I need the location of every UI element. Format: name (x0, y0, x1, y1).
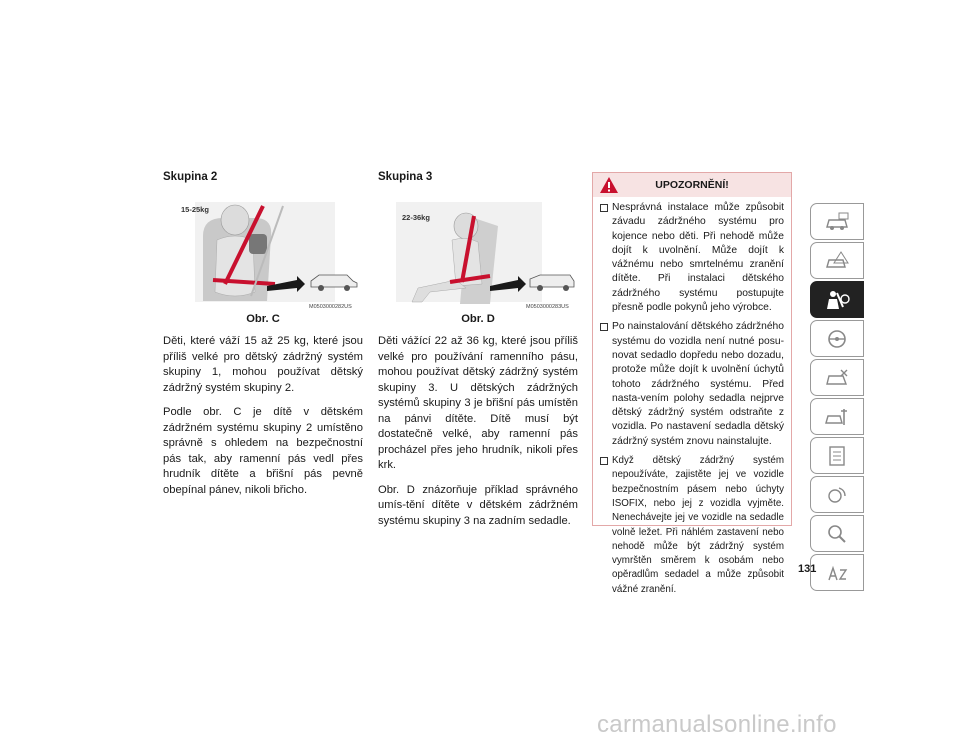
warning-box (592, 172, 792, 595)
right-column (378, 170, 578, 538)
weight-label: 15-25kg (181, 204, 209, 214)
car-warning-icon (823, 250, 851, 272)
tab-index[interactable] (810, 554, 864, 591)
car-crash-icon (823, 367, 851, 389)
seat-safety-icon (823, 289, 851, 311)
tab-car-warning[interactable] (810, 242, 864, 279)
paragraph: Podle obr. C je dítě v dětském zádržném systému skupiny 2 umístěno správně s ohledem na bezpečnostní pás tak, aby ramenní pás vedl přes hrudník dítěte a břišní pás pevně obepínal pánev, nikoli břicho. (163, 406, 363, 496)
left-column (163, 170, 363, 507)
figure-code: M0503000283US (526, 303, 569, 310)
section-heading-group-3: Skupina 3 (378, 171, 433, 183)
warning-title: UPOZORNĚNÍ! (655, 179, 729, 191)
checkbox-bullet-icon (600, 323, 608, 331)
warning-item: Nesprávná instalace může způsobit závadu zádržného systému pro kojence nebo děti. Při nehodě může dojít k uvolnění. Může dojít k vážnému nebo smrtelnému zranění dítěte. Při instalaci dětského zádržného systému postupujte přesně podle pokynů jeho výrobce. (600, 201, 784, 315)
tab-multimedia[interactable] (810, 476, 864, 513)
warning-list (593, 197, 791, 597)
tab-car-dashboard[interactable] (810, 203, 864, 240)
paragraph: Obr. D znázorňuje příklad správného umís-tění dítěte v dětském zádržném systému skupiny 3 na zadním sedadle. (378, 483, 578, 527)
warning-header (593, 173, 791, 197)
weight-label: 22-36kg (402, 212, 430, 222)
paragraph: Děti, které váží 15 až 25 kg, které jsou příliš velké pro dětský zádržný systém skupiny 1, mohou používat dětský zádržný systém skupiny 2. (163, 335, 363, 394)
warning-item: Po nainstalování dětského zádržného systému do vozidla není nutné posu-novat sedadlo dopředu nebo dozadu, protože může dojít k uvolnění úchytů tohoto zádržného systému. Před nasta-vením polohy sedadla nejprve dětský zádržný systém odstraňte z vozidla. Po nastavení sedadla dětský zádržný systém znovu nainstalujte. (600, 320, 784, 449)
warning-item: Když dětský zádržný systém nepoužíváte, zajistěte jej ve vozidle bezpečnostním pásem nebo úchyty ISOFIX, nebo jej z vozidla vyjměte. Nenechávejte jej ve vozidle na sedadle volně ležet. Při náhlém zastavení nebo nehodě může být zádržný systém vymrštěn směrem k osobám nebo opěradlům sedadel a může způsobit vážné zranění. (600, 454, 784, 597)
section-heading-group-2: Skupina 2 (163, 171, 218, 183)
figure-d (378, 196, 578, 308)
checklist-icon (823, 445, 851, 467)
figure-caption: Obr. C (246, 312, 280, 325)
multimedia-icon (823, 484, 851, 506)
tab-search[interactable] (810, 515, 864, 552)
chapter-tabs (826, 203, 845, 593)
warning-triangle-icon (599, 176, 619, 197)
tab-car-crash[interactable] (810, 359, 864, 396)
page-number: 131 (798, 563, 817, 575)
figure-c (163, 196, 363, 308)
figure-code: M0503000282US (309, 303, 352, 310)
figure-caption: Obr. D (461, 312, 495, 325)
index-icon (823, 562, 851, 584)
checkbox-bullet-icon (600, 204, 608, 212)
magnifier-icon (823, 523, 851, 545)
tab-car-service[interactable] (810, 398, 864, 435)
watermark: carmanualsonline.info (597, 711, 837, 738)
car-service-icon (823, 406, 851, 428)
car-dashboard-icon (823, 211, 851, 233)
checkbox-bullet-icon (600, 457, 608, 465)
tab-steering-wheel[interactable] (810, 320, 864, 357)
tab-checklist[interactable] (810, 437, 864, 474)
tab-seat-safety[interactable] (810, 281, 864, 318)
paragraph: Děti vážící 22 až 36 kg, které jsou příliš velké pro používání ramenního pásu, mohou používat dětský zádržný systém skupiny 3. U dětských zádržných systémů skupiny 3 je břišní pás umístěn na pánvi dítěte. Dítě musí být dostatečně velké, aby ramenní pás procházel přes jeho hrudník, nikoli přes krk. (378, 335, 578, 471)
steering-wheel-icon (823, 328, 851, 350)
